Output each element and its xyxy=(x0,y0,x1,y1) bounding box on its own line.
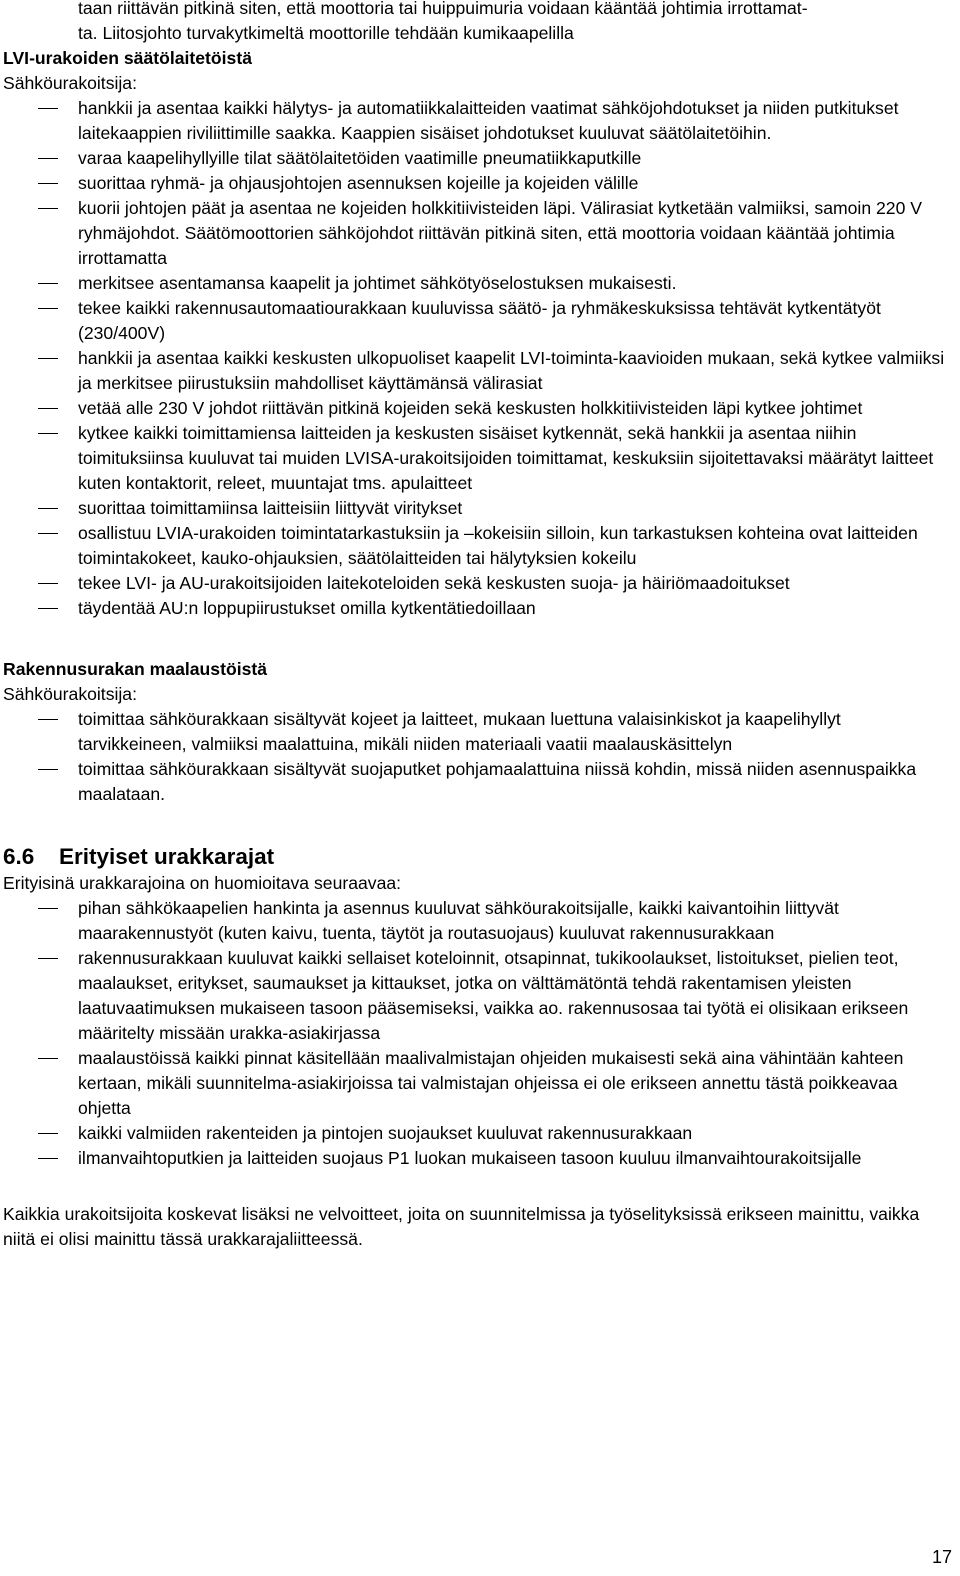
paint-section-heading: Rakennusurakan maalaustöistä xyxy=(3,659,268,679)
page-number: 17 xyxy=(931,1547,952,1567)
dash-bullet xyxy=(38,958,58,959)
list-item: kaikki valmiiden rakenteiden ja pintojen suojaukset kuuluvat rakennusurakkaan xyxy=(0,1121,960,1146)
section-6-6-heading xyxy=(0,843,960,871)
dash-bullet xyxy=(38,1058,58,1059)
paint-duty-list xyxy=(0,707,960,807)
list-item: varaa kaapelihyllyille tilat säätölaitetöiden vaatimille pneumatiikkaputkille xyxy=(0,146,960,171)
dash-bullet xyxy=(38,358,58,359)
dash-bullet xyxy=(38,1158,58,1159)
list-item: ilmanvaihtoputkien ja laitteiden suojaus P1 luokan mukaiseen tasoon kuuluu ilmanvaihtourakoitsijalle xyxy=(0,1146,960,1171)
list-item: vetää alle 230 V johdot riittävän pitkinä kojeiden sekä keskusten holkkitiivisteiden läpi kytkee johtimet xyxy=(0,396,960,421)
list-item: rakennusurakkaan kuuluvat kaikki sellaiset koteloinnit, otsapinnat, tukikoolaukset, listoitukset, pielien teot, maalaukset, eritykset, saumaukset ja kittaukset, jotka on välttämätöntä tehdä rakentamisen yleisten laatuvaatimuksen mukaiseen tasoon pääsemiseksi, vaikka ao. rakennusosaa tai työtä ei olisikaan erikseen määritelty missään urakka-asiakirjassa xyxy=(0,946,960,1046)
list-item: suorittaa ryhmä- ja ohjausjohtojen asennuksen kojeille ja kojeiden välille xyxy=(0,171,960,196)
list-item: pihan sähkökaapelien hankinta ja asennus kuuluvat sähköurakoitsijalle, kaikki kaivantoihin liittyvät maarakennustyöt (kuten kaivu, tuenta, täytöt ja routasuojaus) kuuluvat rakennusurakkaan xyxy=(0,896,960,946)
lvi-duty-list xyxy=(0,96,960,621)
list-item: merkitsee asentamansa kaapelit ja johtimet sähkötyöselostuksen mukaisesti. xyxy=(0,271,960,296)
list-item: toimittaa sähköurakkaan sisältyvät kojeet ja laitteet, mukaan luettuna valaisinkiskot ja kaapelihyllyt tarvikkeineen, valmiiksi maalattuina, mikäli niiden materiaali vaatii maalauskäsittelyn xyxy=(0,707,960,757)
list-item: hankkii ja asentaa kaikki keskusten ulkopuoliset kaapelit LVI-toiminta-kaavioiden mukaan, sekä kytkee valmiiksi ja merkitsee piirustuksiin mahdolliset käyttämänsä välirasiat xyxy=(0,346,960,396)
continuation-line-1: taan riittävän pitkinä siten, että moottoria tai huippuimuria voidaan kääntää johtimia irrottamat- xyxy=(78,0,808,18)
list-item: suorittaa toimittamiinsa laitteisiin liittyvät viritykset xyxy=(0,496,960,521)
section-intro: Erityisinä urakkarajoina on huomioitava seuraavaa: xyxy=(3,873,402,893)
dash-bullet xyxy=(38,108,58,109)
list-item: täydentää AU:n loppupiirustukset omilla kytkentätiedoillaan xyxy=(0,596,960,621)
dash-bullet xyxy=(38,1133,58,1134)
dash-bullet xyxy=(38,719,58,720)
continuation-line-2: ta. Liitosjohto turvakytkimeltä moottorille tehdään kumikaapelilla xyxy=(78,23,574,43)
dash-bullet xyxy=(38,608,58,609)
special-limits-list xyxy=(0,896,960,1171)
lvi-section-heading: LVI-urakoiden säätölaitetöistä xyxy=(3,48,252,68)
list-item: kytkee kaikki toimittamiensa laitteiden ja keskusten sisäiset kytkennät, sekä hankkii ja asentaa niihin toimituksiinsa kuuluvat tai muiden LVISA-urakoitsijoiden toimittamat, keskuksiin sijoitettavaksi määrätyt laitteet kuten kontaktorit, releet, muuntajat tms. apulaitteet xyxy=(0,421,960,496)
section-title: Erityiset urakkarajat xyxy=(59,844,275,869)
dash-bullet xyxy=(38,408,58,409)
list-item: toimittaa sähköurakkaan sisältyvät suojaputket pohjamaalattuina niissä kohdin, missä niiden asennuspaikka maalataan. xyxy=(0,757,960,807)
dash-bullet xyxy=(38,508,58,509)
list-item: tekee LVI- ja AU-urakoitsijoiden laitekoteloiden sekä keskusten suoja- ja häiriömaadoitukset xyxy=(0,571,960,596)
dash-bullet xyxy=(38,433,58,434)
dash-bullet xyxy=(38,583,58,584)
list-item: kuorii johtojen päät ja asentaa ne kojeiden holkkitiivisteiden läpi. Välirasiat kytketään valmiiksi, samoin 220 V ryhmäjohdot. Säätömoottorien sähköjohdot riittävän pitkinä siten, että moottoria voidaan kääntää johtimia irrottamatta xyxy=(0,196,960,271)
closing-paragraph: Kaikkia urakoitsijoita koskevat lisäksi ne velvoitteet, joita on suunnitelmissa ja työselityksissä erikseen mainittu, vaikka niitä ei olisi mainittu tässä urakkarajaliitteessä. xyxy=(3,1204,920,1249)
list-item: maalaustöissä kaikki pinnat käsitellään maalivalmistajan ohjeiden mukaisesti sekä aina vähintään kahteen kertaan, mikäli suunnitelma-asiakirjoissa tai valmistajan ohjeissa ei ole erikseen annettu tästä poikkeavaa ohjetta xyxy=(0,1046,960,1121)
dash-bullet xyxy=(38,769,58,770)
dash-bullet xyxy=(38,158,58,159)
dash-bullet xyxy=(38,908,58,909)
paint-role-label: Sähköurakoitsija: xyxy=(3,684,137,704)
dash-bullet xyxy=(38,283,58,284)
list-item: tekee kaikki rakennusautomaatiourakkaan kuuluvissa säätö- ja ryhmäkeskuksissa tehtävät kytkentätyöt (230/400V) xyxy=(0,296,960,346)
dash-bullet xyxy=(38,533,58,534)
dash-bullet xyxy=(38,183,58,184)
list-item: hankkii ja asentaa kaikki hälytys- ja automatiikkalaitteiden vaatimat sähköjohdotukset ja niiden putkitukset laitekaappien riviliittimille saakka. Kaappien sisäiset johdotukset kuuluvat säätölaitetöihin. xyxy=(0,96,960,146)
dash-bullet xyxy=(38,308,58,309)
list-item: osallistuu LVIA-urakoiden toimintatarkastuksiin ja –kokeisiin silloin, kun tarkastuksen kohteina ovat laitteiden toimintakokeet, kauko-ohjauksien, säätölaitteiden tai hälytyksien kokeilu xyxy=(0,521,960,571)
section-number: 6.6 xyxy=(3,844,35,869)
lvi-role-label: Sähköurakoitsija: xyxy=(3,73,137,93)
dash-bullet xyxy=(38,208,58,209)
